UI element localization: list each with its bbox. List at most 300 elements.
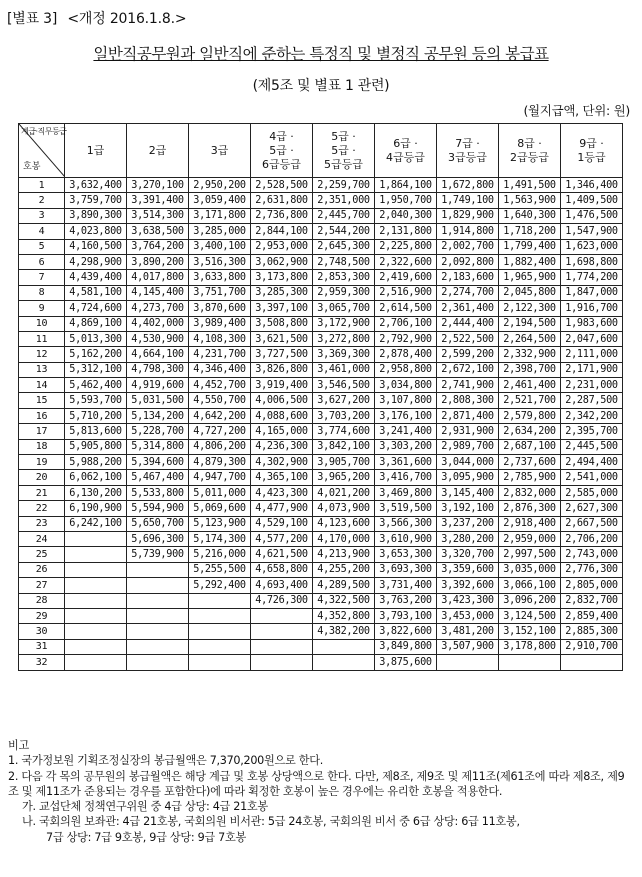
pay-cell: 1,950,700 bbox=[375, 193, 437, 208]
pay-cell: 3,890,200 bbox=[127, 254, 189, 269]
pay-cell: 4,017,800 bbox=[127, 270, 189, 285]
pay-cell: 2,627,300 bbox=[561, 501, 623, 516]
pay-cell: 4,023,800 bbox=[65, 224, 127, 239]
pay-cell: 5,216,000 bbox=[189, 547, 251, 562]
pay-cell: 3,173,800 bbox=[251, 270, 313, 285]
pay-cell: 1,916,700 bbox=[561, 301, 623, 316]
pay-cell: 4,806,200 bbox=[189, 439, 251, 454]
pay-cell: 4,165,000 bbox=[251, 424, 313, 439]
pay-cell: 2,878,400 bbox=[375, 347, 437, 362]
pay-cell: 4,006,500 bbox=[251, 393, 313, 408]
pay-cell: 4,123,600 bbox=[313, 516, 375, 531]
table-row bbox=[19, 254, 623, 269]
pay-cell: 1,640,300 bbox=[499, 208, 561, 223]
pay-cell: 2,045,800 bbox=[499, 285, 561, 300]
remarks-heading: 비고 bbox=[8, 739, 30, 752]
pay-cell: 2,445,500 bbox=[561, 439, 623, 454]
pay-cell: 4,477,900 bbox=[251, 501, 313, 516]
pay-cell: 3,870,600 bbox=[189, 301, 251, 316]
pay-cell: 4,423,300 bbox=[251, 485, 313, 500]
pay-cell: 2,808,300 bbox=[437, 393, 499, 408]
pay-cell bbox=[127, 562, 189, 577]
pay-cell: 3,124,500 bbox=[499, 608, 561, 623]
pay-cell: 3,632,400 bbox=[65, 178, 127, 193]
pay-cell bbox=[65, 578, 127, 593]
table-row bbox=[19, 239, 623, 254]
pay-cell: 6,062,100 bbox=[65, 470, 127, 485]
pay-cell bbox=[65, 608, 127, 623]
pay-cell: 3,965,200 bbox=[313, 470, 375, 485]
pay-cell: 5,594,900 bbox=[127, 501, 189, 516]
pay-cell: 2,444,400 bbox=[437, 316, 499, 331]
pay-cell: 6,190,900 bbox=[65, 501, 127, 516]
pay-cell: 2,736,800 bbox=[251, 208, 313, 223]
pay-cell: 3,566,300 bbox=[375, 516, 437, 531]
pay-cell: 4,073,900 bbox=[313, 501, 375, 516]
step-cell: 1 bbox=[19, 178, 65, 193]
pay-cell: 4,289,500 bbox=[313, 578, 375, 593]
column-header: 7급 · 3급등급 bbox=[437, 124, 499, 178]
pay-cell: 5,013,300 bbox=[65, 331, 127, 346]
step-cell: 6 bbox=[19, 254, 65, 269]
pay-cell: 3,178,800 bbox=[499, 639, 561, 654]
pay-cell: 3,416,700 bbox=[375, 470, 437, 485]
pay-cell: 3,285,300 bbox=[251, 285, 313, 300]
pay-cell: 2,183,600 bbox=[437, 270, 499, 285]
pay-cell: 3,361,600 bbox=[375, 455, 437, 470]
pay-cell: 3,481,200 bbox=[437, 624, 499, 639]
pay-cell bbox=[251, 608, 313, 623]
pay-cell: 5,031,500 bbox=[127, 393, 189, 408]
step-cell: 17 bbox=[19, 424, 65, 439]
table-row bbox=[19, 485, 623, 500]
pay-cell: 5,069,600 bbox=[189, 501, 251, 516]
pay-cell: 1,847,000 bbox=[561, 285, 623, 300]
step-cell: 4 bbox=[19, 224, 65, 239]
table-row bbox=[19, 316, 623, 331]
pay-cell: 3,241,400 bbox=[375, 424, 437, 439]
pay-cell bbox=[127, 639, 189, 654]
pay-cell: 1,774,200 bbox=[561, 270, 623, 285]
pay-cell: 3,469,800 bbox=[375, 485, 437, 500]
pay-cell: 2,859,400 bbox=[561, 608, 623, 623]
pay-cell bbox=[127, 578, 189, 593]
pay-cell: 3,392,600 bbox=[437, 578, 499, 593]
pay-cell: 2,395,700 bbox=[561, 424, 623, 439]
step-cell: 5 bbox=[19, 239, 65, 254]
step-cell: 2 bbox=[19, 193, 65, 208]
pay-cell: 4,693,400 bbox=[251, 578, 313, 593]
pay-cell: 5,174,300 bbox=[189, 531, 251, 546]
annex-number: [별표 3] bbox=[7, 11, 58, 27]
pay-cell: 4,726,300 bbox=[251, 593, 313, 608]
pay-cell: 3,774,600 bbox=[313, 424, 375, 439]
pay-cell bbox=[313, 639, 375, 654]
step-cell: 29 bbox=[19, 608, 65, 623]
pay-cell bbox=[127, 593, 189, 608]
pay-cell: 3,751,700 bbox=[189, 285, 251, 300]
pay-cell: 2,461,400 bbox=[499, 378, 561, 393]
pay-cell: 3,633,800 bbox=[189, 270, 251, 285]
pay-cell: 2,959,000 bbox=[499, 531, 561, 546]
pay-cell: 5,312,100 bbox=[65, 362, 127, 377]
pay-cell bbox=[251, 639, 313, 654]
pay-cell: 4,402,000 bbox=[127, 316, 189, 331]
pay-cell: 5,292,400 bbox=[189, 578, 251, 593]
remarks-section bbox=[8, 738, 634, 845]
pay-cell bbox=[189, 593, 251, 608]
pay-cell: 3,703,200 bbox=[313, 408, 375, 423]
pay-cell: 2,528,500 bbox=[251, 178, 313, 193]
pay-cell: 3,237,200 bbox=[437, 516, 499, 531]
pay-cell: 2,419,600 bbox=[375, 270, 437, 285]
table-row bbox=[19, 208, 623, 223]
pay-cell bbox=[65, 531, 127, 546]
table-row bbox=[19, 578, 623, 593]
pay-cell: 3,285,000 bbox=[189, 224, 251, 239]
pay-cell: 3,145,400 bbox=[437, 485, 499, 500]
pay-cell: 3,727,500 bbox=[251, 347, 313, 362]
pay-cell: 2,805,000 bbox=[561, 578, 623, 593]
pay-cell: 4,727,200 bbox=[189, 424, 251, 439]
pay-cell: 4,255,200 bbox=[313, 562, 375, 577]
pay-cell: 4,452,700 bbox=[189, 378, 251, 393]
pay-cell: 4,529,100 bbox=[251, 516, 313, 531]
pay-cell: 4,642,200 bbox=[189, 408, 251, 423]
pay-cell: 5,314,800 bbox=[127, 439, 189, 454]
corner-grade-label: 계급·직무등급 bbox=[21, 127, 67, 136]
pay-cell: 2,122,300 bbox=[499, 301, 561, 316]
table-row bbox=[19, 516, 623, 531]
pay-cell: 2,287,500 bbox=[561, 393, 623, 408]
step-cell: 19 bbox=[19, 455, 65, 470]
pay-cell: 2,958,800 bbox=[375, 362, 437, 377]
pay-cell: 2,541,000 bbox=[561, 470, 623, 485]
pay-cell: 4,439,400 bbox=[65, 270, 127, 285]
table-row bbox=[19, 347, 623, 362]
pay-cell: 3,621,500 bbox=[251, 331, 313, 346]
pay-cell: 3,849,800 bbox=[375, 639, 437, 654]
revision-date: <개정 2016.1.8.> bbox=[67, 11, 187, 27]
pay-cell: 4,550,700 bbox=[189, 393, 251, 408]
pay-cell bbox=[65, 593, 127, 608]
pay-cell: 4,145,400 bbox=[127, 285, 189, 300]
pay-cell: 4,302,900 bbox=[251, 455, 313, 470]
remark-2b-cont: 7급 상당: 7급 9호봉, 9급 상당: 9급 7호봉 bbox=[46, 830, 246, 844]
pay-cell: 6,242,100 bbox=[65, 516, 127, 531]
pay-cell: 4,273,700 bbox=[127, 301, 189, 316]
pay-cell: 2,953,000 bbox=[251, 239, 313, 254]
pay-cell: 2,876,300 bbox=[499, 501, 561, 516]
pay-cell: 4,108,300 bbox=[189, 331, 251, 346]
column-header: 6급 · 4급등급 bbox=[375, 124, 437, 178]
pay-cell: 2,706,100 bbox=[375, 316, 437, 331]
step-cell: 31 bbox=[19, 639, 65, 654]
pay-cell: 4,088,600 bbox=[251, 408, 313, 423]
remark-2b: 나. 국회의원 보좌관: 4급 21호봉, 국회의원 비서관: 5급 24호봉, 국회의원 비서 중 6급 상당: 6급 11호봉, bbox=[22, 815, 520, 829]
step-cell: 21 bbox=[19, 485, 65, 500]
pay-cell: 5,696,300 bbox=[127, 531, 189, 546]
pay-cell: 2,885,300 bbox=[561, 624, 623, 639]
pay-cell: 2,871,400 bbox=[437, 408, 499, 423]
step-cell: 20 bbox=[19, 470, 65, 485]
pay-cell: 2,131,800 bbox=[375, 224, 437, 239]
pay-cell: 4,947,700 bbox=[189, 470, 251, 485]
pay-cell: 2,853,300 bbox=[313, 270, 375, 285]
pay-cell: 2,844,100 bbox=[251, 224, 313, 239]
step-cell: 30 bbox=[19, 624, 65, 639]
table-row bbox=[19, 224, 623, 239]
pay-cell: 3,763,200 bbox=[375, 593, 437, 608]
pay-cell: 2,544,200 bbox=[313, 224, 375, 239]
corner-step-label: 호봉 bbox=[23, 162, 41, 172]
pay-cell: 5,467,400 bbox=[127, 470, 189, 485]
remark-2: 2. 다음 각 목의 공무원의 봉급월액은 해당 계급 및 호봉 상당액으로 한다. 다만, 제8조, 제9조 및 제11조(제61조에 따라 제8조, 제9조 및 제11조가 준용되는 경우를 포함한다)에 따라 획정한 호봉이 높은 경우에는 유리한 호봉을 적용한다. bbox=[8, 769, 625, 798]
pay-cell: 3,152,100 bbox=[499, 624, 561, 639]
step-cell: 13 bbox=[19, 362, 65, 377]
pay-cell: 1,476,500 bbox=[561, 208, 623, 223]
step-cell: 12 bbox=[19, 347, 65, 362]
pay-cell: 2,516,900 bbox=[375, 285, 437, 300]
pay-cell: 3,303,200 bbox=[375, 439, 437, 454]
table-row bbox=[19, 562, 623, 577]
pay-cell: 3,514,300 bbox=[127, 208, 189, 223]
step-cell: 22 bbox=[19, 501, 65, 516]
pay-cell: 4,236,300 bbox=[251, 439, 313, 454]
pay-cell: 2,194,500 bbox=[499, 316, 561, 331]
step-cell: 11 bbox=[19, 331, 65, 346]
step-cell: 16 bbox=[19, 408, 65, 423]
pay-cell: 1,864,100 bbox=[375, 178, 437, 193]
pay-cell: 2,585,000 bbox=[561, 485, 623, 500]
pay-cell: 1,409,500 bbox=[561, 193, 623, 208]
column-header: 4급 · 5급 · 6급등급 bbox=[251, 124, 313, 178]
pay-cell: 4,530,900 bbox=[127, 331, 189, 346]
pay-cell bbox=[189, 608, 251, 623]
pay-cell: 2,040,300 bbox=[375, 208, 437, 223]
pay-cell: 5,462,400 bbox=[65, 378, 127, 393]
pay-cell: 2,599,200 bbox=[437, 347, 499, 362]
pay-cell: 3,034,800 bbox=[375, 378, 437, 393]
pay-cell: 2,950,200 bbox=[189, 178, 251, 193]
step-cell: 15 bbox=[19, 393, 65, 408]
pay-cell: 2,047,600 bbox=[561, 331, 623, 346]
pay-cell: 3,107,800 bbox=[375, 393, 437, 408]
pay-table bbox=[18, 123, 623, 671]
pay-cell bbox=[251, 624, 313, 639]
pay-cell: 3,272,800 bbox=[313, 331, 375, 346]
pay-cell: 1,346,400 bbox=[561, 178, 623, 193]
pay-cell: 3,044,000 bbox=[437, 455, 499, 470]
pay-cell: 3,516,300 bbox=[189, 254, 251, 269]
pay-cell: 3,508,800 bbox=[251, 316, 313, 331]
step-cell: 10 bbox=[19, 316, 65, 331]
pay-cell: 3,826,800 bbox=[251, 362, 313, 377]
pay-cell: 3,172,900 bbox=[313, 316, 375, 331]
pay-cell: 1,965,900 bbox=[499, 270, 561, 285]
table-row bbox=[19, 439, 623, 454]
pay-cell: 3,519,500 bbox=[375, 501, 437, 516]
pay-cell: 1,491,500 bbox=[499, 178, 561, 193]
column-header: 9급 · 1등급 bbox=[561, 124, 623, 178]
pay-cell: 5,710,200 bbox=[65, 408, 127, 423]
pay-cell: 2,645,300 bbox=[313, 239, 375, 254]
pay-cell: 3,890,300 bbox=[65, 208, 127, 223]
pay-cell: 2,231,000 bbox=[561, 378, 623, 393]
pay-cell: 3,822,600 bbox=[375, 624, 437, 639]
column-header: 3급 bbox=[189, 124, 251, 178]
pay-cell: 3,461,000 bbox=[313, 362, 375, 377]
pay-cell: 4,382,200 bbox=[313, 624, 375, 639]
pay-cell: 2,687,100 bbox=[499, 439, 561, 454]
pay-cell: 3,095,900 bbox=[437, 470, 499, 485]
pay-cell: 1,749,100 bbox=[437, 193, 499, 208]
pay-cell: 4,664,100 bbox=[127, 347, 189, 362]
table-row bbox=[19, 408, 623, 423]
remark-2a: 가. 교섭단체 정책연구위원 중 4급 상당: 4급 21호봉 bbox=[22, 800, 268, 814]
pay-cell bbox=[127, 655, 189, 670]
pay-cell: 3,035,000 bbox=[499, 562, 561, 577]
column-header: 5급 · 5급 · 5급등급 bbox=[313, 124, 375, 178]
pay-cell: 2,332,900 bbox=[499, 347, 561, 362]
pay-cell bbox=[437, 655, 499, 670]
pay-cell: 5,813,600 bbox=[65, 424, 127, 439]
pay-cell: 2,111,000 bbox=[561, 347, 623, 362]
pay-cell: 2,002,700 bbox=[437, 239, 499, 254]
step-cell: 24 bbox=[19, 531, 65, 546]
pay-cell: 3,693,300 bbox=[375, 562, 437, 577]
pay-cell: 6,130,200 bbox=[65, 485, 127, 500]
pay-cell: 3,359,600 bbox=[437, 562, 499, 577]
pay-cell: 1,914,800 bbox=[437, 224, 499, 239]
pay-cell: 2,522,500 bbox=[437, 331, 499, 346]
pay-cell: 2,579,800 bbox=[499, 408, 561, 423]
pay-cell: 4,724,600 bbox=[65, 301, 127, 316]
step-cell: 9 bbox=[19, 301, 65, 316]
pay-cell: 2,959,300 bbox=[313, 285, 375, 300]
pay-cell: 5,394,600 bbox=[127, 455, 189, 470]
pay-cell: 2,748,500 bbox=[313, 254, 375, 269]
pay-cell: 3,192,100 bbox=[437, 501, 499, 516]
pay-cell: 1,623,000 bbox=[561, 239, 623, 254]
pay-cell bbox=[127, 624, 189, 639]
pay-cell: 2,910,700 bbox=[561, 639, 623, 654]
unit-label: (월지급액, 단위: 원) bbox=[523, 103, 630, 118]
document-title bbox=[0, 42, 642, 64]
pay-cell: 3,842,100 bbox=[313, 439, 375, 454]
pay-cell: 2,832,000 bbox=[499, 485, 561, 500]
table-row bbox=[19, 362, 623, 377]
pay-cell: 4,170,000 bbox=[313, 531, 375, 546]
table-row bbox=[19, 301, 623, 316]
step-cell: 8 bbox=[19, 285, 65, 300]
pay-cell: 3,453,000 bbox=[437, 608, 499, 623]
pay-cell bbox=[313, 655, 375, 670]
pay-cell: 3,793,100 bbox=[375, 608, 437, 623]
table-row bbox=[19, 470, 623, 485]
pay-cell: 5,123,900 bbox=[189, 516, 251, 531]
step-cell: 27 bbox=[19, 578, 65, 593]
pay-cell: 2,445,700 bbox=[313, 208, 375, 223]
pay-cell: 3,875,600 bbox=[375, 655, 437, 670]
column-header: 8급 · 2급등급 bbox=[499, 124, 561, 178]
table-row bbox=[19, 455, 623, 470]
pay-cell: 5,905,800 bbox=[65, 439, 127, 454]
pay-cell: 2,706,200 bbox=[561, 531, 623, 546]
pay-cell: 3,638,500 bbox=[127, 224, 189, 239]
pay-cell: 3,270,100 bbox=[127, 178, 189, 193]
pay-cell: 4,658,800 bbox=[251, 562, 313, 577]
step-cell: 26 bbox=[19, 562, 65, 577]
pay-cell: 2,494,400 bbox=[561, 455, 623, 470]
pay-cell: 4,879,300 bbox=[189, 455, 251, 470]
pay-cell: 2,274,700 bbox=[437, 285, 499, 300]
pay-cell: 2,997,500 bbox=[499, 547, 561, 562]
pay-cell: 3,610,900 bbox=[375, 531, 437, 546]
table-row bbox=[19, 393, 623, 408]
step-cell: 28 bbox=[19, 593, 65, 608]
pay-cell: 2,776,300 bbox=[561, 562, 623, 577]
pay-cell: 3,059,400 bbox=[189, 193, 251, 208]
pay-cell: 3,627,200 bbox=[313, 393, 375, 408]
column-header: 2급 bbox=[127, 124, 189, 178]
pay-cell: 1,672,800 bbox=[437, 178, 499, 193]
pay-cell: 5,650,700 bbox=[127, 516, 189, 531]
pay-cell: 2,667,500 bbox=[561, 516, 623, 531]
pay-cell bbox=[65, 655, 127, 670]
pay-cell: 4,919,600 bbox=[127, 378, 189, 393]
pay-cell: 4,365,100 bbox=[251, 470, 313, 485]
pay-cell: 4,869,100 bbox=[65, 316, 127, 331]
pay-cell: 3,423,300 bbox=[437, 593, 499, 608]
table-row bbox=[19, 608, 623, 623]
pay-cell bbox=[65, 547, 127, 562]
pay-cell: 2,398,700 bbox=[499, 362, 561, 377]
pay-cell bbox=[65, 562, 127, 577]
pay-cell: 5,228,700 bbox=[127, 424, 189, 439]
pay-cell: 5,162,200 bbox=[65, 347, 127, 362]
pay-cell: 2,918,400 bbox=[499, 516, 561, 531]
pay-cell: 2,171,900 bbox=[561, 362, 623, 377]
pay-cell: 2,351,000 bbox=[313, 193, 375, 208]
pay-cell: 3,989,400 bbox=[189, 316, 251, 331]
pay-cell: 3,731,400 bbox=[375, 578, 437, 593]
pay-cell: 3,176,100 bbox=[375, 408, 437, 423]
pay-cell: 3,391,400 bbox=[127, 193, 189, 208]
pay-cell: 3,062,900 bbox=[251, 254, 313, 269]
pay-table-body bbox=[19, 178, 623, 671]
table-row bbox=[19, 655, 623, 670]
pay-cell: 2,785,900 bbox=[499, 470, 561, 485]
pay-cell bbox=[189, 639, 251, 654]
pay-cell bbox=[251, 655, 313, 670]
pay-cell: 2,672,100 bbox=[437, 362, 499, 377]
table-row bbox=[19, 593, 623, 608]
step-cell: 18 bbox=[19, 439, 65, 454]
pay-cell: 5,255,500 bbox=[189, 562, 251, 577]
pay-cell: 5,011,000 bbox=[189, 485, 251, 500]
step-cell: 3 bbox=[19, 208, 65, 223]
pay-cell: 3,066,100 bbox=[499, 578, 561, 593]
pay-cell: 3,397,100 bbox=[251, 301, 313, 316]
pay-cell: 3,507,900 bbox=[437, 639, 499, 654]
pay-cell: 3,764,200 bbox=[127, 239, 189, 254]
pay-cell: 3,320,700 bbox=[437, 547, 499, 562]
pay-cell: 3,171,800 bbox=[189, 208, 251, 223]
pay-cell: 1,547,900 bbox=[561, 224, 623, 239]
pay-cell bbox=[189, 624, 251, 639]
pay-cell: 3,653,300 bbox=[375, 547, 437, 562]
